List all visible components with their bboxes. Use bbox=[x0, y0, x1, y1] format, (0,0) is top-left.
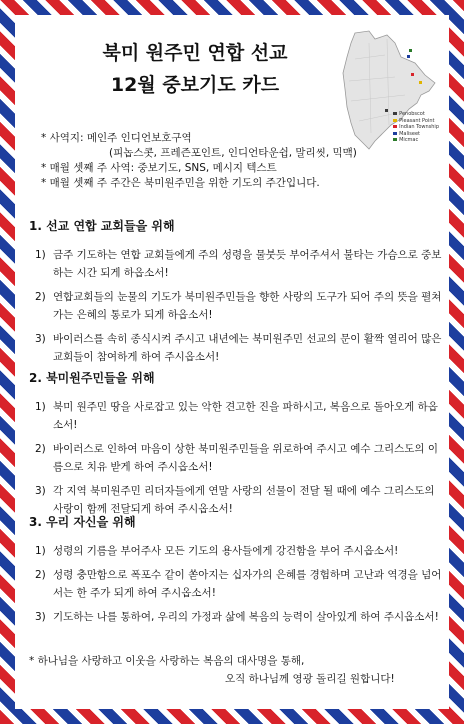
title-line-2: 12월 중보기도 카드 bbox=[110, 74, 280, 96]
section-churches bbox=[29, 217, 445, 372]
map-marker-penobscot bbox=[385, 109, 388, 112]
section-title: 1. 선교 연합 교회들을 위해 bbox=[29, 219, 175, 233]
info-prayer-week: * 매월 셋째 주 주간은 북미원주민을 위한 기도의 주간입니다. bbox=[41, 177, 320, 189]
legend-item: Maliseet bbox=[393, 131, 439, 138]
section-native-americans bbox=[29, 369, 445, 524]
prayer-item: 1) 성령의 기름을 부어주사 모든 기도의 용사들에게 강건함을 부어 주시옵소서! bbox=[35, 545, 399, 557]
prayer-item: 3) 각 지역 북미원주민 리더자들에게 연말 사랑의 선물이 전달 될 때에 예수 그리스도의 사랑이 함께 전달되게 하여 주시옵소서! bbox=[35, 485, 435, 515]
prayer-card bbox=[15, 15, 449, 709]
section-title: 3. 우리 자신을 위해 bbox=[29, 515, 136, 529]
closing-line-2: 오직 하나님께 영광 돌리길 원합니다! bbox=[225, 673, 395, 685]
prayer-item: 3) 바이러스를 속히 종식시켜 주시고 내년에는 북미원주민 선교의 문이 활짝 열리어 많은 교회들이 참여하게 하여 주시옵소서! bbox=[35, 333, 442, 363]
closing-statement bbox=[29, 652, 439, 688]
prayer-item: 3) 기도하는 나를 통하여, 우리의 가정과 삶에 복음의 능력이 살아있게 하여 주시옵소서! bbox=[35, 611, 439, 623]
prayer-item: 1) 금주 기도하는 연합 교회들에게 주의 성령을 물붓듯 부어주셔서 불타는 가슴으로 중보하는 시간 되게 하옵소서! bbox=[35, 249, 442, 279]
legend-item: Penobscot bbox=[393, 111, 439, 118]
map-marker-pleasant-point bbox=[419, 81, 422, 84]
map-marker-indian-township bbox=[411, 73, 414, 76]
info-ministry-site: * 사역지: 메인주 인디언보호구역 bbox=[41, 132, 192, 144]
legend-item: Micmac bbox=[393, 137, 439, 144]
section-title: 2. 북미원주민들을 위해 bbox=[29, 371, 155, 385]
legend-item: Indian Township bbox=[393, 124, 439, 131]
prayer-item: 1) 북미 원주민 땅을 사로잡고 있는 악한 견고한 진을 파하시고, 복음으로 돌아오게 하옵소서! bbox=[35, 401, 438, 431]
closing-line-1: * 하나님을 사랑하고 이웃을 사랑하는 복음의 대사명을 통해, bbox=[29, 655, 305, 667]
ministry-info bbox=[41, 131, 441, 191]
legend-swatch bbox=[393, 112, 397, 115]
prayer-item: 2) 성령 충만함으로 폭포수 같이 쏟아지는 십자가의 은혜를 경험하며 고난과 역경을 넘어서는 한 주가 되게 하여 주시옵소서! bbox=[35, 569, 442, 599]
section-ourselves bbox=[29, 513, 445, 632]
legend-swatch bbox=[393, 125, 397, 128]
info-third-week-ministry: * 매월 셋째 주 사역: 중보기도, SNS, 메시지 텍스트 bbox=[41, 162, 277, 174]
legend-item: Pleasant Point bbox=[393, 118, 439, 125]
map-marker-maliseet bbox=[407, 55, 410, 58]
prayer-item: 2) 연합교회들의 눈물의 기도가 북미원주민들을 향한 사랑의 도구가 되어 주의 뜻을 펼쳐가는 은혜의 통로가 되게 하옵소서! bbox=[35, 291, 442, 321]
map-marker-micmac bbox=[409, 49, 412, 52]
prayer-item: 2) 바이러스로 인하여 마음이 상한 북미원주민들을 위로하여 주시고 예수 그리스도의 이름으로 치유 받게 하여 주시옵소서! bbox=[35, 443, 439, 473]
legend-swatch bbox=[393, 119, 397, 122]
card-title bbox=[45, 37, 345, 101]
info-reservations: (피놉스콧, 프레즌포인트, 인디언타운쉽, 말리씻, 믹맥) bbox=[109, 147, 357, 159]
title-line-1: 북미 원주민 연합 선교 bbox=[102, 42, 288, 64]
